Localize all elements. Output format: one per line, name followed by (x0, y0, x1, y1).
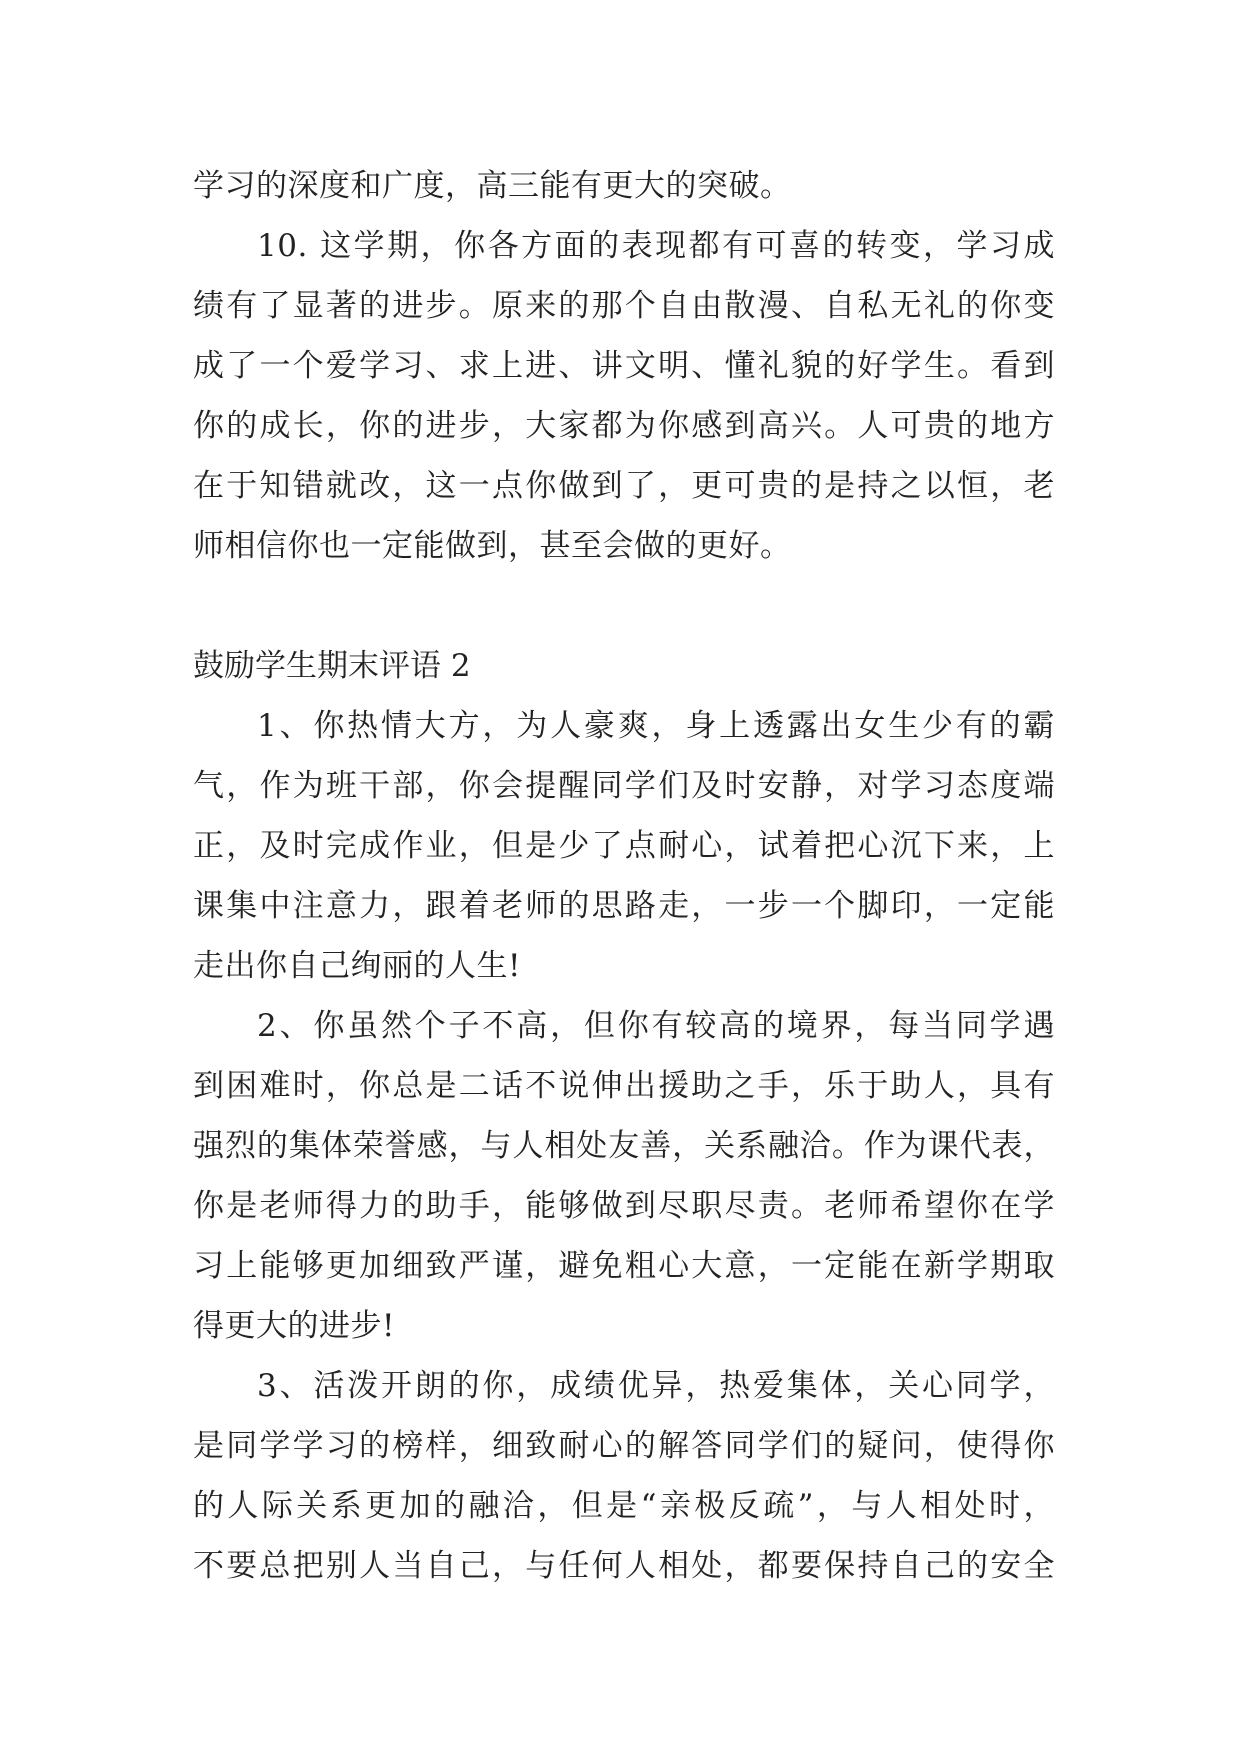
text-line: 你是老师得力的助手，能够做到尽职尽责。老师希望你在学 (193, 1188, 1055, 1224)
text-line: 10. 这学期，你各方面的表现都有可喜的转变，学习成 (257, 228, 1055, 264)
text-line: 气，作为班干部，你会提醒同学们及时安静，对学习态度端 (193, 768, 1055, 804)
text-line: 到困难时，你总是二话不说伸出援助之手，乐于助人，具有 (193, 1068, 1055, 1104)
comment-item-10 (193, 216, 1055, 576)
text-line: 不要总把别人当自己，与任何人相处，都要保持自己的安全 (193, 1548, 1055, 1584)
text-line: 强烈的集体荣誉感，与人相处友善，关系融洽。作为课代表， (193, 1128, 1055, 1164)
text-line: 学习的深度和广度，高三能有更大的突破。 (193, 168, 792, 204)
text-line: 绩有了显著的进步。原来的那个自由散漫、自私无礼的你变 (193, 288, 1055, 324)
text-line: 课集中注意力，跟着老师的思路走，一步一个脚印，一定能 (193, 888, 1055, 924)
document-body (193, 156, 1055, 1596)
text-line: 成了一个爱学习、求上进、讲文明、懂礼貌的好学生。看到 (193, 348, 1055, 384)
text-line: 的人际关系更加的融洽，但是“亲极反疏”，与人相处时， (193, 1488, 1055, 1524)
text-line: 师相信你也一定能做到，甚至会做的更好。 (193, 528, 792, 564)
text-line: 2、你虽然个子不高，但你有较高的境界，每当同学遇 (257, 1008, 1055, 1044)
text-line: 3、活泼开朗的你，成绩优异，热爱集体，关心同学， (257, 1368, 1055, 1404)
text-line: 得更大的进步! (193, 1308, 395, 1344)
text-line: 正，及时完成作业，但是少了点耐心，试着把心沉下来，上 (193, 828, 1055, 864)
text-line: 1、你热情大方，为人豪爽，身上透露出女生少有的霸 (257, 708, 1055, 744)
text-line: 在于知错就改，这一点你做到了，更可贵的是持之以恒，老 (193, 468, 1055, 504)
text-line: 走出你自己绚丽的人生! (193, 948, 521, 984)
section-heading: 鼓励学生期末评语 2 (193, 648, 471, 684)
comment-item-3 (193, 1356, 1055, 1596)
text-line: 习上能够更加细致严谨，避免粗心大意，一定能在新学期取 (193, 1248, 1055, 1284)
comment-item-1 (193, 696, 1055, 996)
intro-paragraph (193, 156, 1055, 216)
text-line: 是同学学习的榜样，细致耐心的解答同学们的疑问，使得你 (193, 1428, 1055, 1464)
comment-item-2 (193, 996, 1055, 1356)
text-line: 你的成长，你的进步，大家都为你感到高兴。人可贵的地方 (193, 408, 1055, 444)
